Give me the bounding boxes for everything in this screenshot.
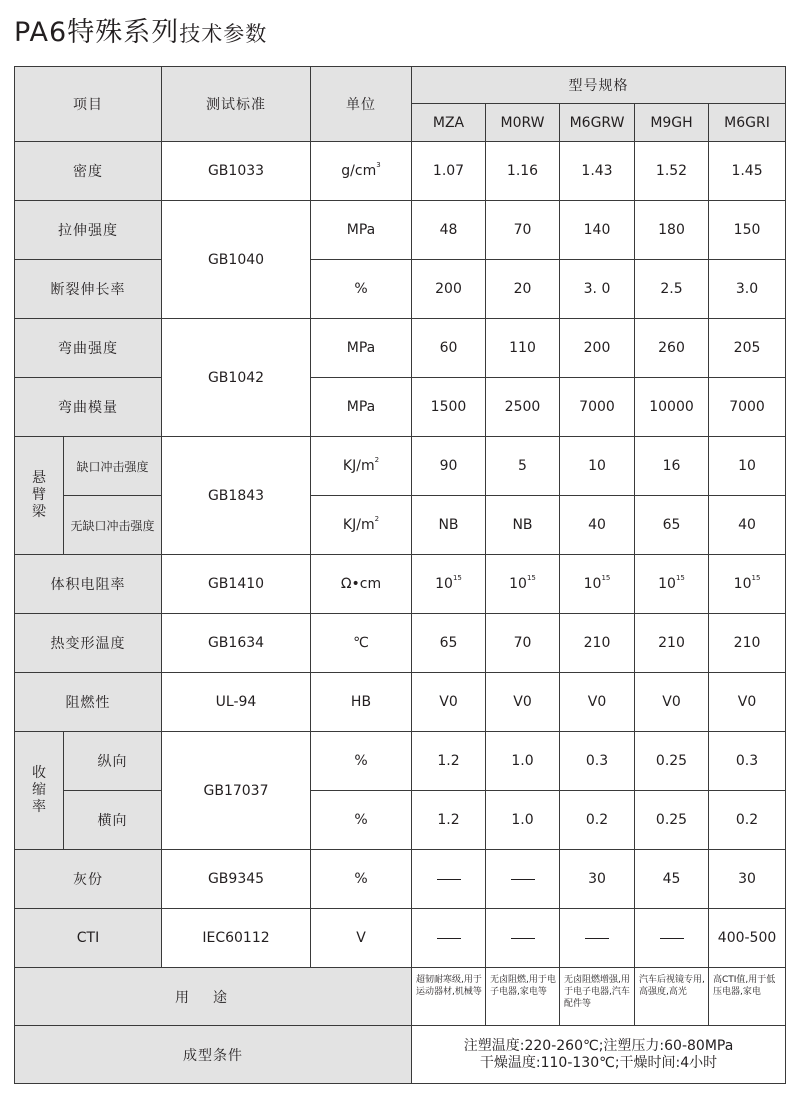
value-cell: 7000 — [560, 378, 635, 437]
value-cell: 0.2 — [560, 791, 635, 850]
standard-cell: GB1634 — [162, 614, 311, 673]
value-cell: 65 — [635, 496, 709, 555]
value-cell: 2.5 — [635, 260, 709, 319]
value-cell: 260 — [635, 319, 709, 378]
value-cell: 90 — [412, 437, 486, 496]
unit-cell: Ω•cm — [311, 555, 412, 614]
value-cell: $10^{15}$ — [635, 555, 709, 614]
value-cell: 48 — [412, 201, 486, 260]
value-cell: 1.0 — [486, 732, 560, 791]
unit-cell: % — [311, 732, 412, 791]
value-cell: 0.2 — [709, 791, 786, 850]
row-label: 弯曲模量 — [15, 378, 162, 437]
value-cell: 3.0 — [709, 260, 786, 319]
value-cell: 150 — [709, 201, 786, 260]
standard-cell: GB9345 — [162, 850, 311, 909]
group-label-shrink: 收 缩 率 — [15, 732, 64, 850]
value-cell — [560, 909, 635, 968]
value-cell: $10^{15}$ — [560, 555, 635, 614]
unit-cell: $KJ/m^2$ — [311, 437, 412, 496]
value-cell: $10^{15}$ — [709, 555, 786, 614]
dash-mark — [511, 879, 535, 880]
title-sub: 技术参数 — [179, 22, 268, 46]
row-label: CTI — [15, 909, 162, 968]
page-title — [14, 10, 267, 50]
value-cell: 1.52 — [635, 142, 709, 201]
row-label: 无缺口冲击强度 — [64, 496, 162, 555]
table-row — [15, 496, 786, 555]
header-standard: 测试标准 — [162, 67, 311, 142]
model-name: M6GRW — [560, 104, 635, 142]
value-cell: V0 — [412, 673, 486, 732]
row-label: 横向 — [64, 791, 162, 850]
value-cell: 7000 — [709, 378, 786, 437]
value-cell — [412, 909, 486, 968]
row-label: 缺口冲击强度 — [64, 437, 162, 496]
value-cell: 16 — [635, 437, 709, 496]
value-cell: 0.25 — [635, 791, 709, 850]
unit-cell: HB — [311, 673, 412, 732]
unit-cell: MPa — [311, 378, 412, 437]
standard-cell: GB1033 — [162, 142, 311, 201]
unit-cell: MPa — [311, 319, 412, 378]
standard-cell: GB1042 — [162, 319, 311, 437]
usage-cell: 无卤阻燃增强,用于电子电器,汽车配件等 — [560, 968, 635, 1026]
value-cell: V0 — [709, 673, 786, 732]
value-cell: 205 — [709, 319, 786, 378]
value-cell: 5 — [486, 437, 560, 496]
value-cell: 1.2 — [412, 791, 486, 850]
table-row — [15, 732, 786, 791]
row-label: 纵向 — [64, 732, 162, 791]
value-cell: 30 — [709, 850, 786, 909]
unit-cell: ℃ — [311, 614, 412, 673]
row-label: 断裂伸长率 — [15, 260, 162, 319]
value-cell: 1500 — [412, 378, 486, 437]
value-cell: 180 — [635, 201, 709, 260]
usage-cell: 高CTI值,用于低压电器,家电 — [709, 968, 786, 1026]
molding-label: 成型条件 — [15, 1026, 412, 1084]
value-cell: 110 — [486, 319, 560, 378]
model-name: M9GH — [635, 104, 709, 142]
unit-cell: % — [311, 850, 412, 909]
table-row — [15, 378, 786, 437]
value-cell — [635, 909, 709, 968]
model-name: M6GRI — [709, 104, 786, 142]
dash-mark — [585, 938, 609, 939]
value-cell: 10000 — [635, 378, 709, 437]
unit-cell: $g/cm^3$ — [311, 142, 412, 201]
value-cell: 210 — [709, 614, 786, 673]
usage-cell: 无卤阻燃,用于电子电器,家电等 — [486, 968, 560, 1026]
value-cell: NB — [486, 496, 560, 555]
value-cell: 140 — [560, 201, 635, 260]
title-main: PA6特殊系列 — [14, 17, 180, 48]
group-label-izod: 悬 臂 梁 — [15, 437, 64, 555]
standard-cell: GB1843 — [162, 437, 311, 555]
row-label: 灰份 — [15, 850, 162, 909]
value-cell: 40 — [709, 496, 786, 555]
dash-mark — [660, 938, 684, 939]
value-cell: V0 — [635, 673, 709, 732]
table-row — [15, 850, 786, 909]
value-cell: V0 — [486, 673, 560, 732]
header-item: 项目 — [15, 67, 162, 142]
header-spec: 型号规格 — [412, 67, 786, 104]
usage-cell: 汽车后视镜专用,高强度,高光 — [635, 968, 709, 1026]
row-label: 热变形温度 — [15, 614, 162, 673]
value-cell: $10^{15}$ — [412, 555, 486, 614]
spec-table — [14, 66, 786, 1084]
value-cell — [412, 850, 486, 909]
table-row — [15, 555, 786, 614]
table-row — [15, 142, 786, 201]
table-row — [15, 614, 786, 673]
value-cell: 1.16 — [486, 142, 560, 201]
row-label: 体积电阻率 — [15, 555, 162, 614]
value-cell: 40 — [560, 496, 635, 555]
value-cell: 0.25 — [635, 732, 709, 791]
standard-cell: UL-94 — [162, 673, 311, 732]
value-cell: 1.45 — [709, 142, 786, 201]
value-cell: 200 — [412, 260, 486, 319]
unit-cell: MPa — [311, 201, 412, 260]
value-cell: 1.0 — [486, 791, 560, 850]
model-name: MZA — [412, 104, 486, 142]
standard-cell: GB1040 — [162, 201, 311, 319]
header-unit: 单位 — [311, 67, 412, 142]
value-cell: 10 — [709, 437, 786, 496]
value-cell: 65 — [412, 614, 486, 673]
table-row — [15, 437, 786, 496]
usage-label: 用途 — [15, 968, 412, 1026]
table-row — [15, 319, 786, 378]
table-row — [15, 909, 786, 968]
unit-cell: V — [311, 909, 412, 968]
unit-cell: % — [311, 791, 412, 850]
dash-mark — [511, 938, 535, 939]
molding-conditions: 注塑温度:220-260℃;注塑压力:60-80MPa 干燥温度:110-130℃;干燥时间:4小时 — [412, 1026, 786, 1084]
value-cell: 0.3 — [560, 732, 635, 791]
table-row — [15, 201, 786, 260]
value-cell: 2500 — [486, 378, 560, 437]
value-cell: 70 — [486, 614, 560, 673]
table-row — [15, 968, 786, 1026]
value-cell: 30 — [560, 850, 635, 909]
value-cell: 3. 0 — [560, 260, 635, 319]
value-cell: 1.43 — [560, 142, 635, 201]
standard-cell: IEC60112 — [162, 909, 311, 968]
standard-cell: GB17037 — [162, 732, 311, 850]
row-label: 阻燃性 — [15, 673, 162, 732]
value-cell: 60 — [412, 319, 486, 378]
value-cell — [486, 850, 560, 909]
standard-cell: GB1410 — [162, 555, 311, 614]
dash-mark — [437, 879, 461, 880]
row-label: 密度 — [15, 142, 162, 201]
value-cell: $10^{15}$ — [486, 555, 560, 614]
usage-cell: 超韧耐寒级,用于运动器材,机械等 — [412, 968, 486, 1026]
table-row — [15, 1026, 786, 1084]
table-row — [15, 260, 786, 319]
value-cell: 1.2 — [412, 732, 486, 791]
unit-cell: $KJ/m^2$ — [311, 496, 412, 555]
value-cell: 210 — [560, 614, 635, 673]
value-cell — [486, 909, 560, 968]
value-cell: 10 — [560, 437, 635, 496]
table-row — [15, 791, 786, 850]
unit-cell: % — [311, 260, 412, 319]
value-cell: 1.07 — [412, 142, 486, 201]
value-cell: V0 — [560, 673, 635, 732]
value-cell: 20 — [486, 260, 560, 319]
value-cell: NB — [412, 496, 486, 555]
row-label: 弯曲强度 — [15, 319, 162, 378]
table-row — [15, 673, 786, 732]
value-cell: 400-500 — [709, 909, 786, 968]
value-cell: 45 — [635, 850, 709, 909]
row-label: 拉伸强度 — [15, 201, 162, 260]
value-cell: 200 — [560, 319, 635, 378]
dash-mark — [437, 938, 461, 939]
value-cell: 210 — [635, 614, 709, 673]
value-cell: 0.3 — [709, 732, 786, 791]
value-cell: 70 — [486, 201, 560, 260]
model-name: M0RW — [486, 104, 560, 142]
